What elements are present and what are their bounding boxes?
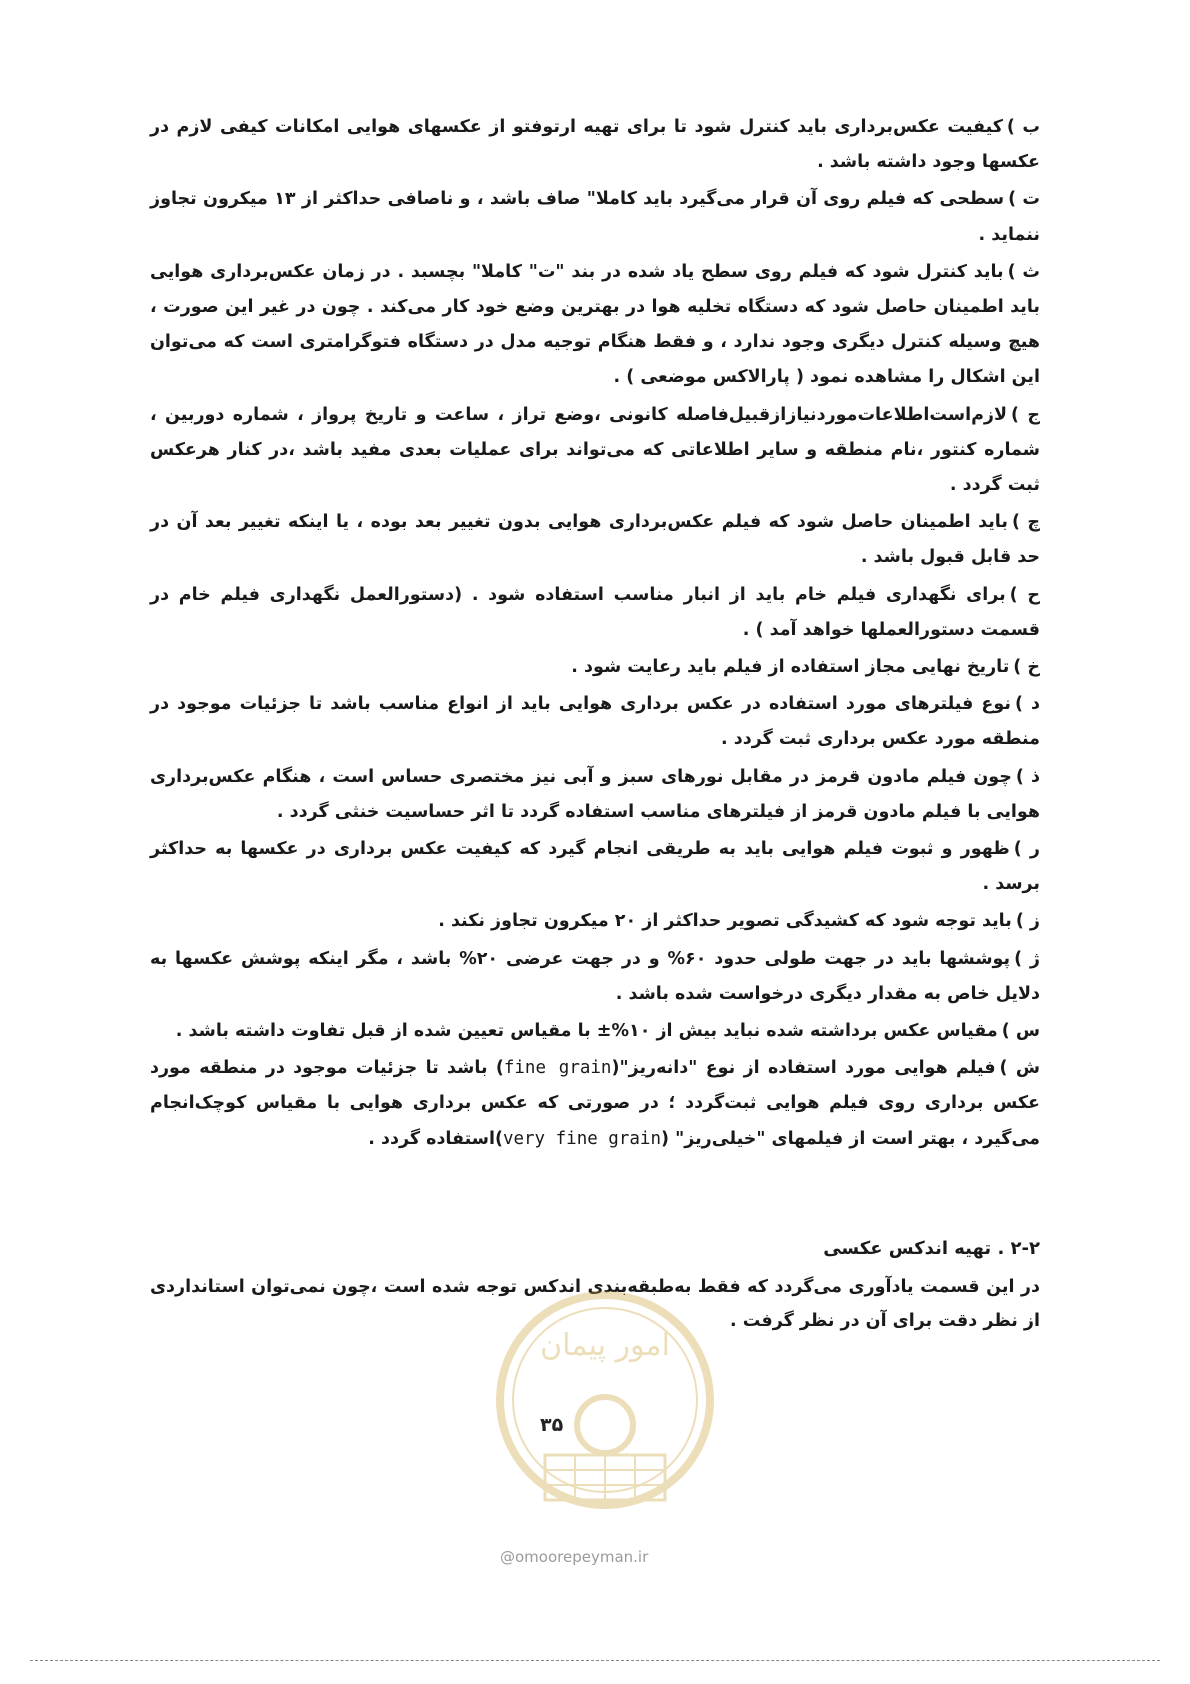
watermark-logo <box>485 1280 725 1540</box>
clause-be: ب )کیفیت عکس‌برداری باید کنترل شود تا برای تهیه ارتوفتو از عکسهای هوایی امکانات کیفی لازم در عکسها وجود داشته باشد . <box>150 117 1040 173</box>
clause-te: ت )سطحی که فیلم روی آن قرار می‌گیرد باید کاملا" صاف باشد ، و ناصافی حداکثر از ۱۳ میکرون تجاوز ننماید . <box>150 189 1041 245</box>
page-number: ۳۵ <box>540 1414 564 1436</box>
clause-khe: خ )تاریخ نهایی مجاز استفاده از فیلم باید رعایت شود . <box>571 657 1040 678</box>
watermark-site: @omoorepeyman.ir <box>500 1548 649 1566</box>
clause-zal: ذ )چون فیلم مادون قرمز در مقابل نورهای سبز و آبی نیز مختصری حساس است ، هنگام عکس‌برداری هوایی با فیلم مادون قرمز از فیلترهای مناسب استفاده گردد تا اثر حساسیت خنثی گردد . <box>150 766 1040 822</box>
section-body: در این قسمت یادآوری می‌گردد که فقط به‌طبقه‌بندی اندکس توجه شده است ،چون نمی‌توان استانداردی از نظر دقت برای آن در نظر گرفت . <box>150 1277 1040 1331</box>
clause-shin: ش )فیلم هوایی مورد استفاده از نوع "دانه‌ریز"(fine grain) باشد تا جزئیات موجود در منطقه مورد عکس برداری روی فیلم هوایی ثبت‌گردد ؛ در صورتی که عکس برداری هوایی با مقیاس کوچک‌انجام می‌گیرد ، بهتر است از فیلمهای "خیلی‌ریز" (very fine grain)استفاده گردد . <box>150 1058 1041 1149</box>
clause-he: ح )برای نگهداری فیلم خام باید از انبار مناسب استفاده شود . (دستورالعمل نگهداری فیلم خام در قسمت دستورالعملها خواهد آمد ) . <box>150 584 1040 640</box>
footer-rule <box>30 1660 1160 1661</box>
watermark-text: امور پیمان <box>540 1328 670 1363</box>
clause-zhe: ژ )پوششها باید در جهت طولی حدود ۶۰% و در جهت عرضی ۲۰% باشد ، مگر اینکه پوشش عکسها به دلایل خاص به مقدار دیگری درخواست شده باشد . <box>150 948 1041 1004</box>
clause-re: ر )ظهور و ثبوت فیلم هوایی باید به طریقی انجام گیرد که کیفیت عکس برداری در عکسها به حداکثر برسد . <box>150 839 1040 895</box>
clause-ze: ز )باید توجه شود که کشیدگی تصویر حداکثر از ۲۰ میکرون تجاوز نکند . <box>438 911 1040 932</box>
specification-list <box>150 110 1040 1159</box>
clause-dal: د )نوع فیلترهای مورد استفاده در عکس برداری هوایی باید از انواع مناسب باشد تا جزئیات موجود در منطقه مورد عکس برداری ثبت گردد . <box>150 694 1040 750</box>
clause-che: چ )باید اطمینان حاصل شود که فیلم عکس‌برداری هوایی بدون تغییر بعد بوده ، یا اینکه تغییر بعد آن در حد قابل قبول باشد . <box>150 512 1041 568</box>
clause-jim: ج )لازم‌است‌اطلاعات‌موردنیازازقبیل‌فاصله کانونی ،وضع تراز ، ساعت و تاریخ پرواز ، شماره دوربین ، شماره کنتور ،نام منطقه و سایر اطلاعاتی که می‌تواند برای عملیات بعدی مفید باشد ،در کنار هرعکس ثبت گردد . <box>150 404 1040 496</box>
section-heading: ۲-۲ . تهیه اندکس عکسی <box>823 1238 1040 1259</box>
clause-sin: س )مقیاس عکس برداشته شده نباید بیش از ۱۰%± با مقیاس تعیین شده از قبل تفاوت داشته باشد . <box>175 1021 1040 1042</box>
clause-se: ث )باید کنترل شود که فیلم روی سطح یاد شده در بند "ت" کاملا" بچسبد . در زمان عکس‌برداری هوایی باید اطمینان حاصل شود که دستگاه تخلیه هوا در بهترین وضع خود کار می‌کند . چون در غیر این صورت ، هیچ وسیله کنترل دیگری وجود ندارد ، و فقط هنگام توجیه مدل در دستگاه فتوگرامتری است که می‌توان این اشکال را مشاهده نمود ( پارالاکس موضعی ) . <box>150 261 1040 388</box>
